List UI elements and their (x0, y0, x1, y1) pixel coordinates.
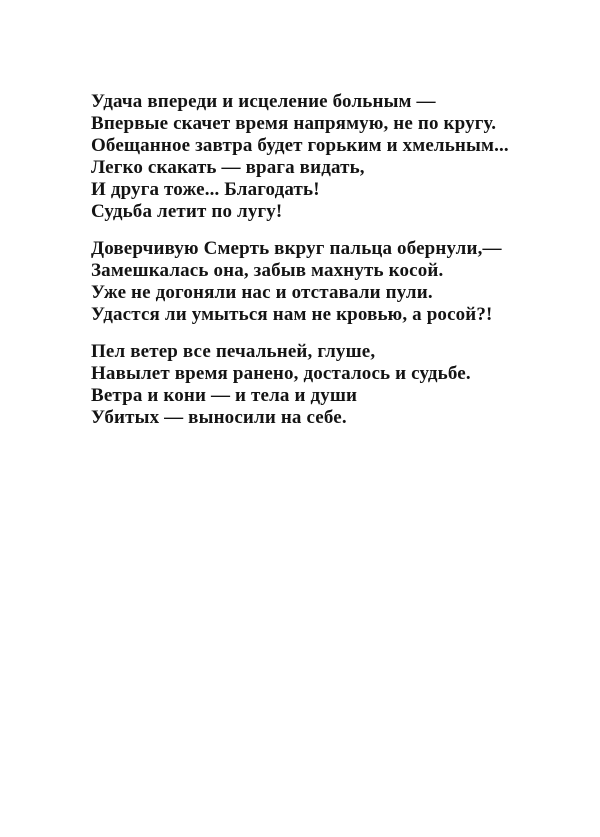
poem-line: Судьба летит по лугу! (91, 201, 283, 222)
poem-line: Уже не догоняли нас и отставали пули. (91, 282, 433, 303)
poem-line: Легко скакать — врага видать, (91, 157, 365, 178)
poem-line: Ветра и кони — и тела и души (91, 385, 358, 406)
poem-line: Замешкалась она, забыв махнуть косой. (91, 260, 444, 281)
stanza-2 (91, 238, 571, 326)
stanza-3 (91, 341, 571, 429)
poem-line: Доверчивую Смерть вкруг пальца обернули,— (91, 238, 502, 259)
poem-line: Впервые скачет время напрямую, не по кругу. (91, 113, 497, 134)
poem-line: Обещанное завтра будет горьким и хмельным... (91, 135, 509, 156)
poem-line: Пел ветер все печальней, глуше, (91, 341, 376, 362)
poem-text (91, 91, 571, 429)
poem-line: И друга тоже... Благодать! (91, 179, 320, 200)
poem-line: Удача впереди и исцеление больным — (91, 91, 436, 112)
poem-line: Убитых — выносили на себе. (91, 407, 347, 428)
poem-line: Удастся ли умыться нам не кровью, а росой?! (91, 304, 493, 325)
stanza-1 (91, 91, 571, 223)
poem-line: Навылет время ранено, досталось и судьбе. (91, 363, 471, 384)
